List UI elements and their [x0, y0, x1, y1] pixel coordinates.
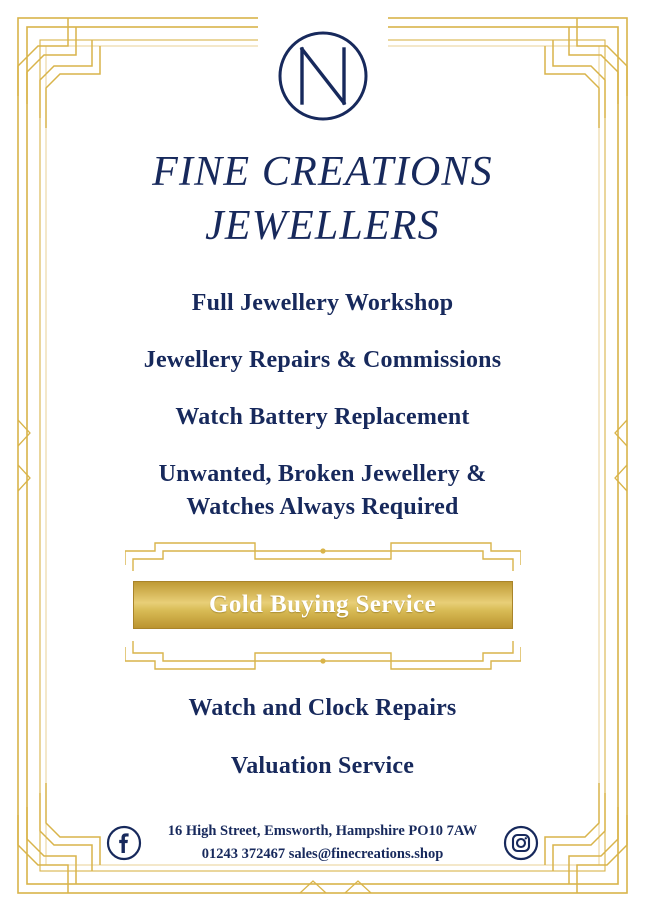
service-item: Valuation Service [230, 752, 415, 779]
facebook-icon[interactable] [106, 825, 142, 861]
footer [0, 820, 645, 865]
address-line: 16 High Street, Emsworth, Hampshire PO10 7AW [167, 823, 478, 840]
service-item: Watch Battery Replacement [175, 403, 470, 430]
instagram-icon[interactable] [503, 825, 539, 861]
service-item: Watches Always Required [186, 494, 459, 521]
service-item: Full Jewellery Workshop [191, 289, 454, 316]
contact-block [168, 820, 478, 865]
page-title [152, 146, 493, 254]
services-top-list [70, 288, 575, 524]
contact-line: 01243 372467 sales@finecreations.shop [201, 845, 444, 862]
monogram-n-icon [269, 22, 377, 130]
gold-buying-label: Gold Buying Service [208, 591, 437, 619]
gold-buying-banner [125, 541, 521, 671]
services-bottom-list [70, 693, 575, 781]
brand-line-2: JEWELLERS [205, 202, 440, 249]
service-item: Watch and Clock Repairs [188, 695, 457, 722]
service-item: Jewellery Repairs & Commissions [143, 346, 502, 373]
service-item: Unwanted, Broken Jewellery & [158, 461, 487, 488]
brand-line-1: FINE CREATIONS [152, 149, 493, 195]
gold-buying-bar [133, 581, 513, 629]
